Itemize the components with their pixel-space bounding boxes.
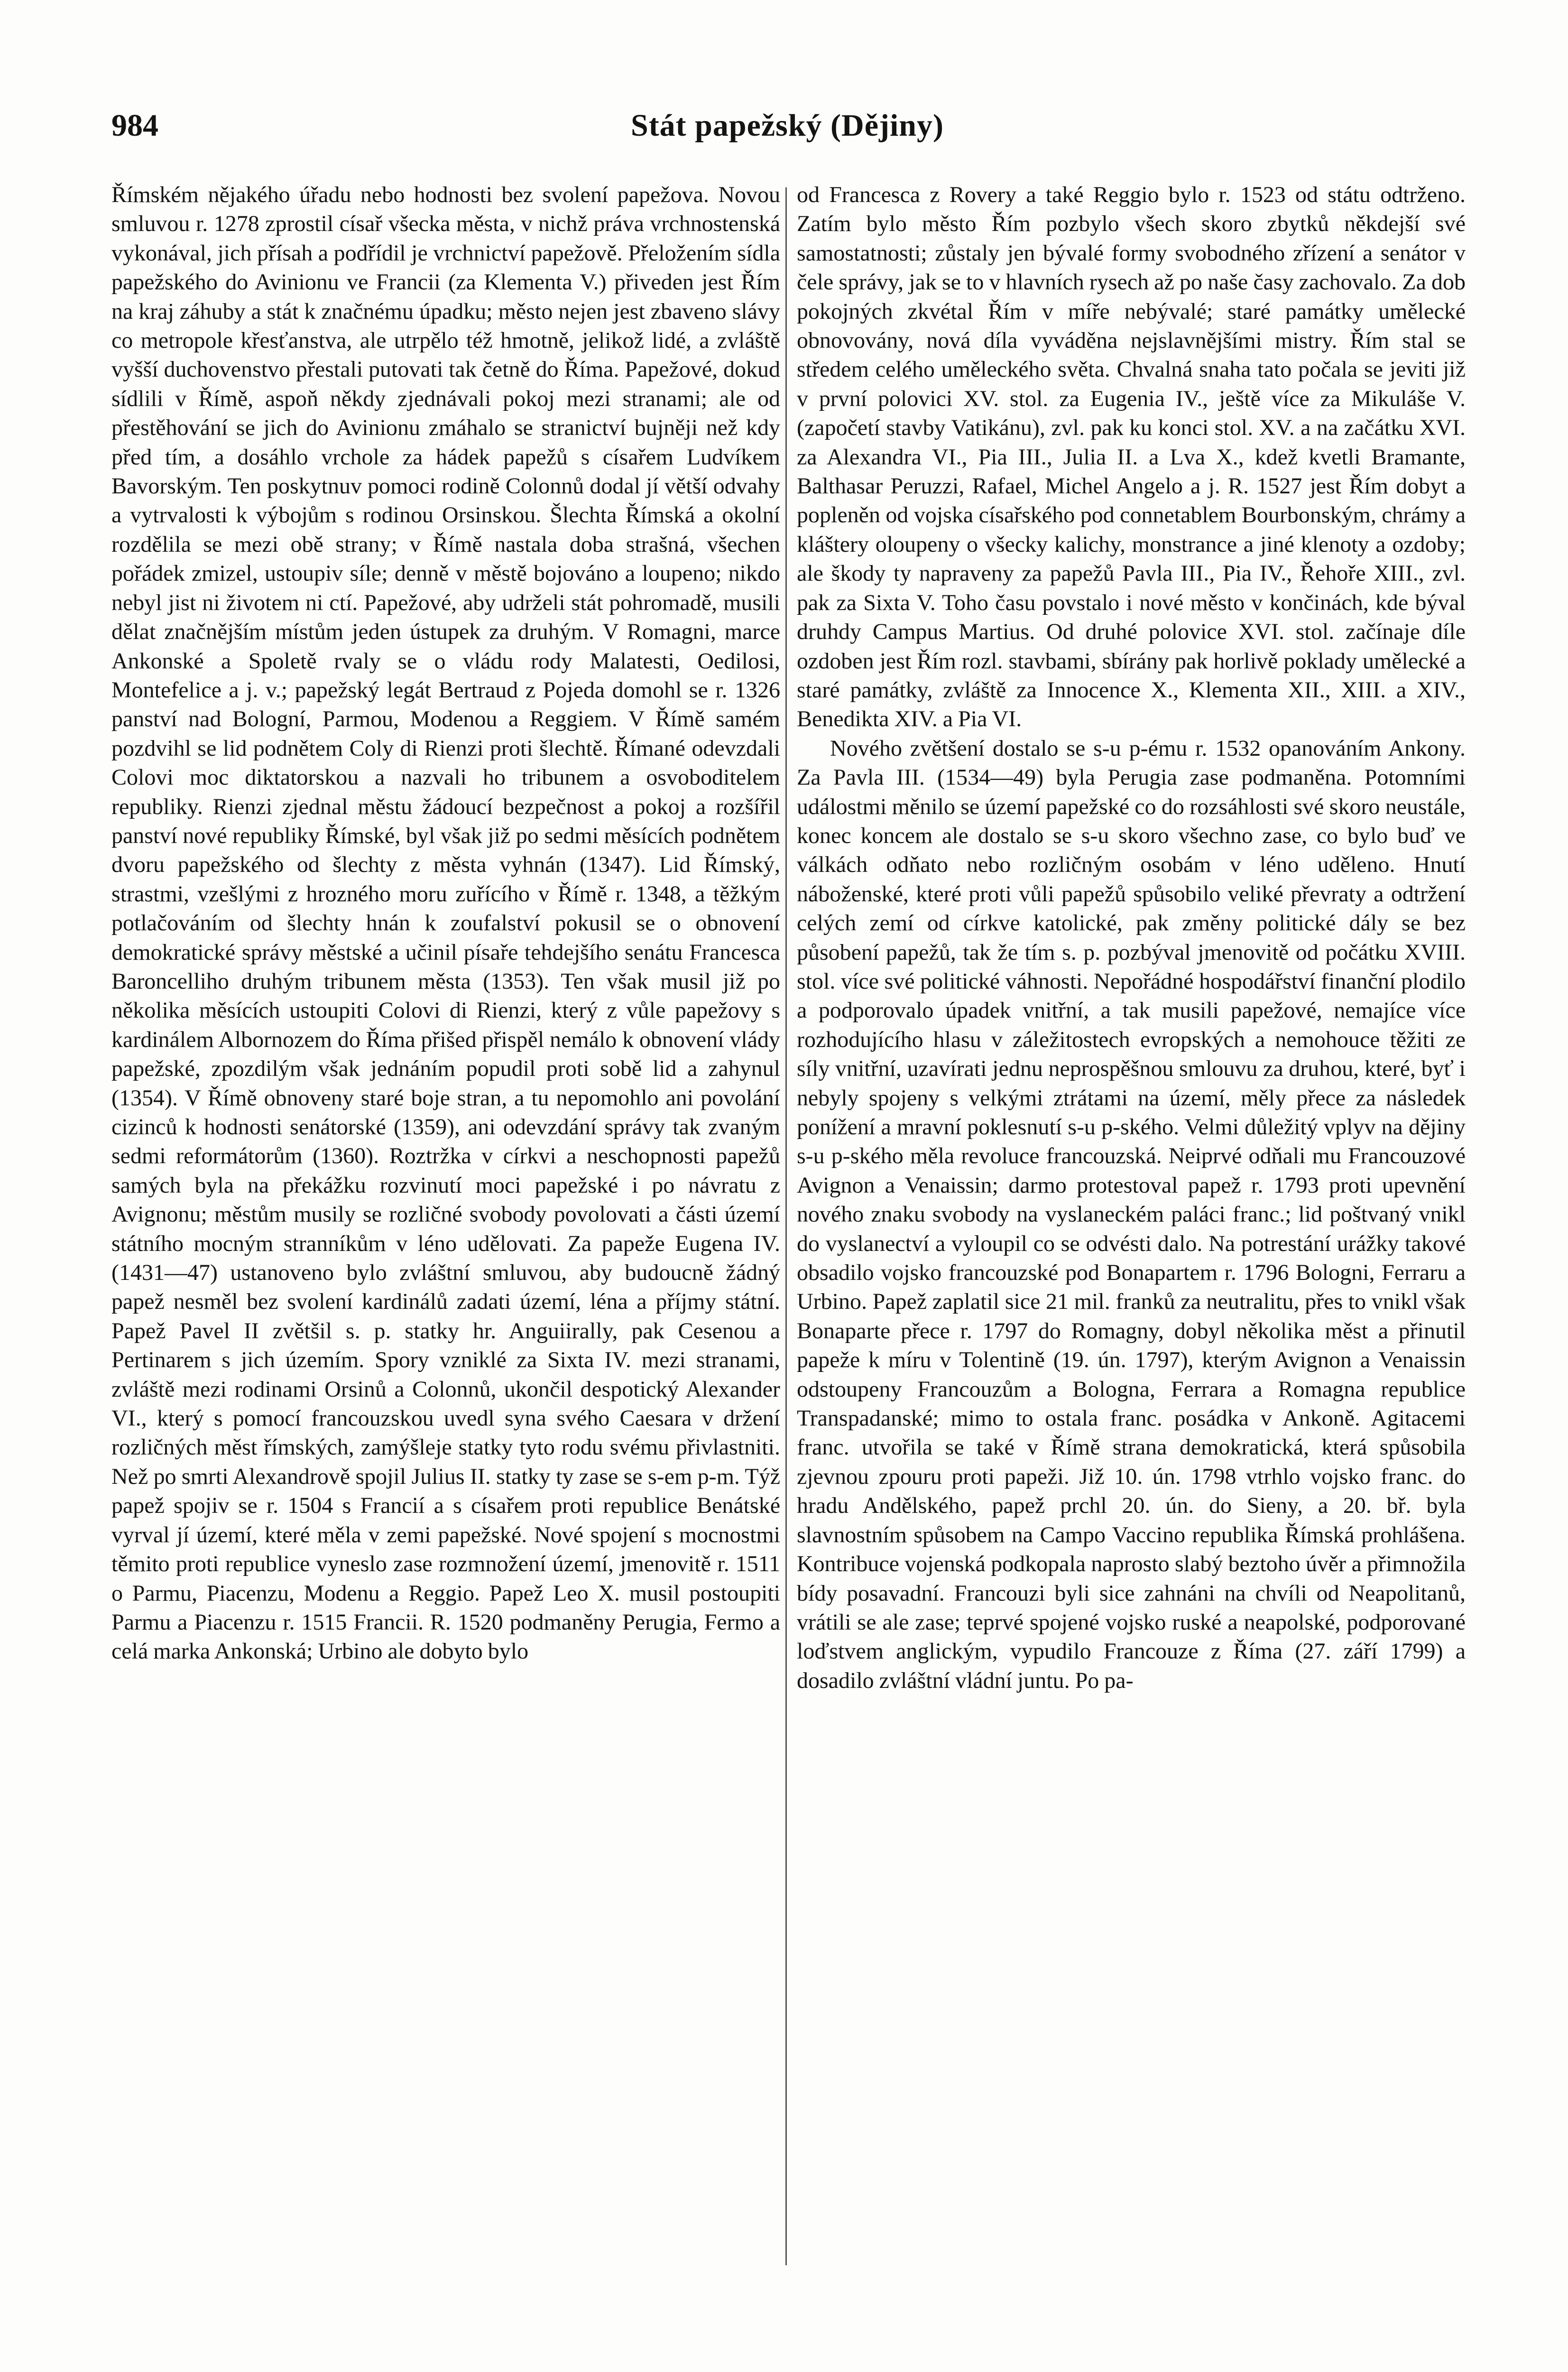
- column-divider: [785, 187, 787, 2265]
- left-text-column: [111, 180, 780, 2268]
- right-text-column: [797, 180, 1466, 2268]
- running-title: Stát papežský (Dějiny): [631, 108, 944, 143]
- right-paragraph-1: od Francesca z Rovery a také Reggio bylo r. 1523 od státu odtrženo. Zatím bylo město Řím pozbylo všech skoro zbytků někdejší své samostatnosti; zůstaly jen bývalé formy svobodného zřízení a senátor v čele správy, jak se to v hlavních rysech až po naše časy zachovalo. Za dob pokojných zkvétal Řím v míře nebývalé; staré památky umělecké obnovovány, nová díla vyváděna nejslavnějšími mistry. Řím stal se středem celého uměleckého světa. Chvalná snaha tato počala se jeviti již v první polovici XV. stol. za Eugenia IV., ještě více za Mikuláše V. (započetí stavby Vatikánu), zvl. pak ku konci stol. XV. a na začátku XVI. za Alexandra VI., Pia III., Julia II. a Lva X., kdež kvetli Bramante, Balthasar Peruzzi, Rafael, Michel Angelo a j. R. 1527 jest Řím dobyt a popleněn od vojska císařského pod connetablem Bourbonským, chrámy a kláštery oloupeny o všecky kalichy, monstrance a jiné klenoty a ozdoby; ale škody ty napraveny za papežů Pavla III., Pia IV., Řehoře XIII., zvl. pak za Sixta V. Toho času povstalo i nové město v končinách, kde býval druhdy Campus Martius. Od druhé polovice XVI. stol. začínaje díle ozdoben jest Řím rozl. stavbami, sbírány pak horlivě poklady umělecké a staré památky, zvláště za Innocence X., Klementa XII., XIII. a XIV., Benedikta XIV. a Pia VI.: [797, 182, 1466, 732]
- page-header: [111, 102, 1463, 149]
- right-paragraph-2: Nového zvětšení dostalo se s-u p-ému r. 1532 opanováním Ankony. Za Pavla III. (1534—49) byla Perugia zase podmaněna. Potomními událostmi měnilo se území papežské co do rozsáhlosti své skoro neustále, konec koncem ale dostalo se s-u skoro všechno zase, co bylo buď ve válkách odňato nebo rozličným osobám v léno uděleno. Hnutí náboženské, které proti vůli papežů spůsobilo veliké převraty a odtržení celých zemí od církve katolické, pak změny politické dály se bez působení papežů, tak že tím s. p. pozbýval jmenovitě od počátku XVIII. stol. více své politické váhnosti. Nepořádné hospodářství finanční plodilo a podporovalo úpadek vnitřní, a tak musili papežové, nemajíce více rozhodujícího hlasu v záležitostech evropských a nemohouce těžiti ze síly vnitřní, uzavírati jednu neprospěšnou smlouvu za druhou, které, byť i nebyly spojeny s velkými ztrátami na území, měly přece za následek ponížení a mravní poklesnutí s-u p-ského. Velmi důležitý vplyv na dějiny s-u p-ského měla revoluce francouzská. Neiprvé odňali mu Francouzové Avignon a Venaissin; darmo protestoval papež r. 1793 proti upevnění nového znaku svobody na vyslaneckém paláci franc.; lid poštvaný vnikl do vyslanectví a vyloupil co se odvésti dalo. Na potrestání urážky takové obsadilo vojsko francouzské pod Bonapartem r. 1796 Bologni, Ferraru a Urbino. Papež zaplatil sice 21 mil. franků za neutralitu, přes to vnikl však Bonaparte přece r. 1797 do Romagny, dobyl několika měst a přinutil papeže k míru v Tolentině (19. ún. 1797), kterým Avignon a Venaissin odstoupeny Francouzům a Bologna, Ferrara a Romagna republice Transpadanské; mimo to ostala franc. posádka v Ankoně. Agitacemi franc. utvořila se také v Římě strana demokratická, která spůsobila zjevnou zpouru proti papeži. Již 10. ún. 1798 vtrhlo vojsko franc. do hradu Andělského, papež prchl 20. ún. do Sieny, a 20. bř. byla slavnostním spůsobem na Campo Vaccino republika Římská prohlášena. Kontribuce vojenská podkopala naprosto slabý beztoho úvěr a přimnožila bídy posavadní. Francouzi byli sice zahnáni na chvíli od Neapolitanů, vrátili se ale zase; teprvé spojené vojsko ruské a neapolské, podporované loďstvem anglickým, vypudilo Francouze z Říma (27. září 1799) a dosadilo zvláštní vládní juntu. Po pa-: [797, 735, 1466, 1693]
- page-number: 984: [111, 108, 158, 143]
- left-paragraph-1: Římském nějakého úřadu nebo hodnosti bez svolení papežova. Novou smluvou r. 1278 zprostil císař všecka města, v nichž práva vrchnostenská vykonával, jich přísah a podřídil je vrchnictví papežově. Přeložením sídla papežského do Avinionu ve Francii (za Klementa V.) přiveden jest Řím na kraj záhuby a stát k značnému úpadku; město nejen jest zbaveno slávy co metropole křesťanstva, ale utrpělo též hmotně, jelikož lidé, a zvláště vyšší duchovenstvo přestali putovati tak četně do Říma. Papežové, dokud sídlili v Římě, aspoň někdy zjednávali pokoj mezi stranami; ale od přestěhování se jich do Avinionu zmáhalo se stranictví bujněji než kdy před tím, a dosáhlo vrchole za hádek papežů s císařem Ludvíkem Bavorským. Ten poskytnuv pomoci rodině Colonnů dodal jí větší odvahy a vytrvalosti k výbojům s rodinou Orsinskou. Šlechta Římská a okolní rozdělila se mezi obě strany; v Římě nastala doba strašná, všechen pořádek zmizel, ustoupiv síle; denně v městě bojováno a loupeno; nikdo nebyl jist ni životem ni ctí. Papežové, aby udrželi stát pohromadě, musili dělat značnějším místům jeden ústupek za druhým. V Romagni, marce Ankonské a Spoletě rvaly se o vládu rody Malatesti, Oedilosi, Montefelice a j. v.; papežský legát Bertraud z Pojeda domohl se r. 1326 panství nad Bologní, Parmou, Modenou a Reggiem. V Římě samém pozdvihl se lid podnětem Coly di Rienzi proti šlechtě. Římané odevzdali Colovi moc diktatorskou a nazvali ho tribunem a osvoboditelem republiky. Rienzi zjednal městu žádoucí bezpečnost a pokoj a rozšířil panství nové republiky Římské, byl však již po sedmi měsících podnětem dvoru papežského od šlechty z města vyhnán (1347). Lid Římský, strastmi, vzešlými z hrozného moru zuřícího v Římě r. 1348, a těžkým potlačováním od šlechty hnán k zoufalství pokusil se o obnovení demokratické správy městské a učinil písaře tehdejšího senátu Francesca Baroncelliho druhým tribunem města (1353). Ten však musil již po několika měsících ustoupiti Colovi di Rienzi, který z vůle papežovy s kardinálem Albornozem do Říma přišed přispěl nemálo k obnovení vlády papežské, zpozdilým však jednáním popudil proti sobě lid a zahynul (1354). V Římě obnoveny staré boje stran, a tu nepomohlo ani povolání cizinců k hodnosti senátorské (1359), ani odevzdání správy tak zvaným sedmi reformátorům (1360). Roztržka v církvi a neschopnosti papežů samých byla na překážku rozvinutí moci papežské i po návratu z Avignonu; městům musily se rozličné svobody povolovati a části území státního mocným stranníkům v léno udělovati. Za papeže Eugena IV. (1431—47) ustanoveno bylo zvláštní smluvou, aby budoucně žádný papež nesměl bez svolení kardinálů zadati území, léna a příjmy státní. Papež Pavel II zvětšil s. p. statky hr. Anguiirally, pak Cesenou a Pertinarem s jich územím. Spory vzniklé za Sixta IV. mezi stranami, zvláště mezi rodinami Orsinů a Colonnů, ukončil despotický Alexander VI., který s pomocí francouzskou uvedl syna svého Caesara v držení rozličných měst římských, zamýšleje statky tyto rodu svému přivlastniti. Než po smrti Alexandrově spojil Julius II. statky ty zase se s-em p-m. Týž papež spojiv se r. 1504 s Francií a s císařem proti republice Benátské vyrval jí území, které měla v zemi papežské. Nové spojení s mocnostmi těmito proti republice vyneslo zase rozmnožení území, jmenovitě r. 1511 o Parmu, Piacenzu, Modenu a Reggio. Papež Leo X. musil postoupiti Parmu a Piacenzu r. 1515 Francii. R. 1520 podmaněny Perugia, Fermo a celá marka Ankonská; Urbino ale dobyto bylo: [111, 182, 780, 1664]
